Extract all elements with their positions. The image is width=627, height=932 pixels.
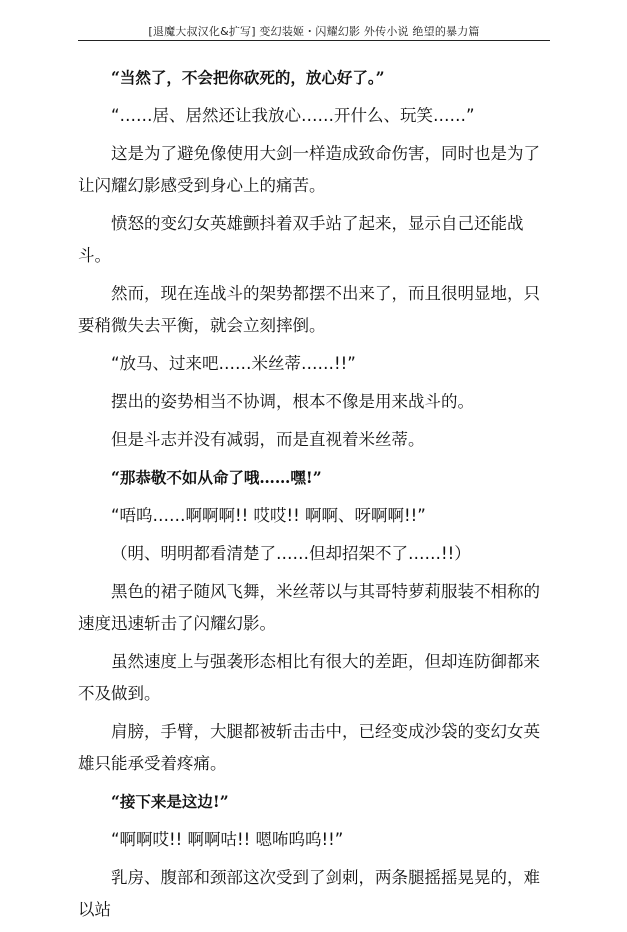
paragraph: 肩膀，手臂，大腿都被斩击击中，已经变成沙袋的变幻女英雄只能承受着疼痛。 — [78, 722, 540, 773]
paragraph: “放马、过来吧……米丝蒂……!!” — [111, 354, 356, 373]
header-divider — [78, 40, 550, 41]
page-header: [退魔大叔汉化&扩写] 变幻装姬・闪耀幻影 外传小说 绝望的暴力篇 — [148, 25, 480, 38]
paragraph: 然而，现在连战斗的架势都摆不出来了，而且很明显地，只要稍微失去平衡，就会立刻摔倒。 — [78, 284, 540, 335]
story-body — [78, 62, 550, 926]
paragraph: 黑色的裙子随风飞舞，米丝蒂以与其哥特萝莉服装不相称的速度迅速斩击了闪耀幻影。 — [78, 582, 540, 633]
paragraph: 摆出的姿势相当不协调，根本不像是用来战斗的。 — [111, 392, 474, 411]
paragraph: “……居、居然还让我放心……开什么、玩笑……” — [111, 106, 475, 125]
paragraph: “啊啊哎!! 啊啊咕!! 嗯咘呜呜!!” — [111, 830, 344, 849]
paragraph: 但是斗志并没有减弱，而是直视着米丝蒂。 — [111, 430, 425, 449]
paragraph: 愤怒的变幻女英雄颤抖着双手站了起来，显示自己还能战斗。 — [78, 214, 524, 265]
paragraph: “当然了，不会把你砍死的，放心好了。” — [111, 68, 385, 87]
paragraph: “接下来是这边!” — [111, 792, 229, 811]
paragraph: 虽然速度上与强袭形态相比有很大的差距，但却连防御都来不及做到。 — [78, 652, 540, 703]
paragraph: （明、明明都看清楚了……但却招架不了……!!） — [111, 544, 471, 563]
paragraph: 这是为了避免像使用大剑一样造成致命伤害，同时也是为了让闪耀幻影感受到身心上的痛苦。 — [78, 144, 540, 195]
paragraph: 乳房、腹部和颈部这次受到了剑刺，两条腿摇摇晃晃的，难以站 — [78, 868, 540, 919]
paragraph: “唔呜……啊啊啊!! 哎哎!! 啊啊、呀啊啊!!” — [111, 506, 426, 525]
paragraph: “那恭敬不如从命了哦……嘿!” — [111, 468, 322, 487]
